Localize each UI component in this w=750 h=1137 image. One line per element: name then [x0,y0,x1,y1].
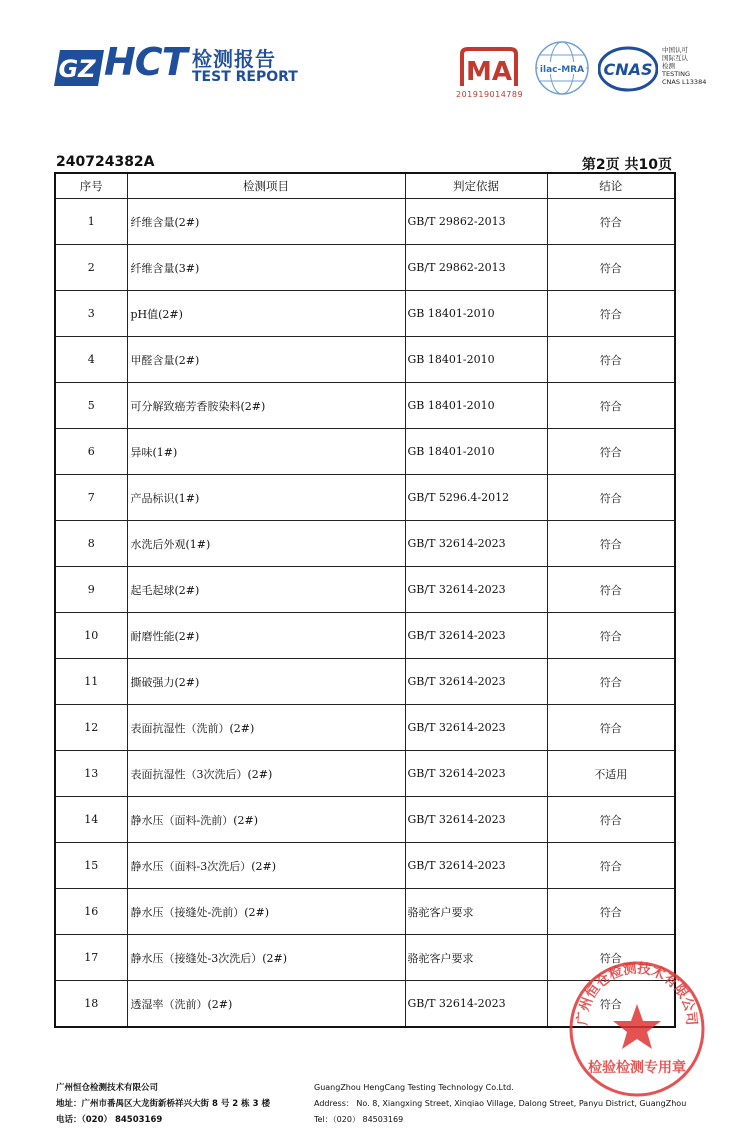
row-item: 起毛起球(2#) [127,567,405,613]
table-row [55,613,675,659]
row-basis: GB/T 32614-2023 [405,751,547,797]
row-item: 纤维含量(2#) [127,199,405,245]
report-meta [56,154,672,172]
table-row [55,843,675,889]
row-basis: 骆驼客户要求 [405,935,547,981]
row-result: 不适用 [547,751,675,797]
table-row [55,889,675,935]
header-result: 结论 [547,173,675,199]
row-basis: GB/T 32614-2023 [405,567,547,613]
row-number: 18 [55,981,127,1028]
row-basis: GB/T 32614-2023 [405,981,547,1028]
cnas-label: CNAS [603,60,653,79]
table-row [55,291,675,337]
table-row [55,521,675,567]
table-row [55,245,675,291]
row-item: 静水压（接缝处-洗前）(2#) [127,889,405,935]
row-basis: GB 18401-2010 [405,429,547,475]
row-number: 15 [55,843,127,889]
page-info: 第2页 共10页 [581,157,672,173]
ilac-label: ilac-MRA [539,65,585,75]
header-basis: 判定依据 [405,173,547,199]
table-row [55,705,675,751]
row-result: 符合 [547,705,675,751]
row-result: 符合 [547,889,675,935]
row-number: 11 [55,659,127,705]
row-item: 甲醛含量(2#) [127,337,405,383]
row-result: 符合 [547,383,675,429]
row-item: 异味(1#) [127,429,405,475]
row-result: 符合 [547,291,675,337]
row-number: 2 [55,245,127,291]
results-table [54,172,676,1028]
cnas-description: 中国认可 国际互认 检测 TESTING CNAS L13384 [662,46,707,86]
table-row [55,383,675,429]
table-row [55,797,675,843]
report-number: 240724382A [56,154,155,170]
row-item: 纤维含量(3#) [127,245,405,291]
row-number: 9 [55,567,127,613]
row-number: 10 [55,613,127,659]
row-number: 13 [55,751,127,797]
row-number: 16 [55,889,127,935]
footer-phone-en: Tel：（020） 84503169 [314,1115,404,1124]
footer-company-en: GuangZhou HengCang Testing Technology Co.Ltd. [314,1083,514,1092]
ilac-mra-icon [534,40,590,96]
header-seq: 序号 [55,173,127,199]
table-row [55,659,675,705]
footer-address-cn: 地址：广州市番禺区大龙街新桥祥兴大街 8 号 2 栋 3 楼 [56,1099,271,1109]
table-row [55,475,675,521]
table-row [55,199,675,245]
row-result: 符合 [547,843,675,889]
row-result: 符合 [547,567,675,613]
row-number: 7 [55,475,127,521]
seal-top-text: 广州恒仓检测技术有限公司 [574,960,700,1026]
row-number: 1 [55,199,127,245]
row-basis: GB/T 32614-2023 [405,705,547,751]
row-number: 4 [55,337,127,383]
row-result: 符合 [547,935,675,981]
footer-company-cn: 广州恒仓检测技术有限公司 [56,1083,159,1093]
row-result: 符合 [547,659,675,705]
row-result: 符合 [547,199,675,245]
row-basis: GB 18401-2010 [405,291,547,337]
logo-title-cn: 检测报告 [192,47,276,71]
row-basis: GB 18401-2010 [405,383,547,429]
row-basis: GB/T 32614-2023 [405,659,547,705]
footer-cn [56,1080,270,1128]
logo-mark: GZ [58,55,96,83]
row-item: pH值(2#) [127,291,405,337]
row-result: 符合 [547,429,675,475]
row-basis: GB/T 29862-2013 [405,245,547,291]
report-header [0,0,750,130]
row-item: 可分解致癌芳香胺染料(2#) [127,383,405,429]
table-row [55,429,675,475]
row-number: 5 [55,383,127,429]
ma-number: 201919014789 [456,90,524,99]
table-row [55,337,675,383]
row-result: 符合 [547,613,675,659]
row-number: 3 [55,291,127,337]
gz-logo-icon [54,50,104,86]
row-item: 静水压（面料-洗前）(2#) [127,797,405,843]
table-row [55,751,675,797]
row-item: 水洗后外观(1#) [127,521,405,567]
row-result: 符合 [547,797,675,843]
row-result: 符合 [547,981,675,1028]
row-item: 表面抗湿性（洗前）(2#) [127,705,405,751]
row-basis: GB/T 32614-2023 [405,521,547,567]
row-basis: GB/T 5296.4-2012 [405,475,547,521]
logo-brand: HCT [104,40,187,84]
official-seal-icon [568,960,706,1098]
row-item: 透湿率（洗前）(2#) [127,981,405,1028]
footer-en [314,1080,686,1128]
table-header-row [55,173,675,199]
row-basis: GB/T 32614-2023 [405,797,547,843]
row-item: 表面抗湿性（3次洗后）(2#) [127,751,405,797]
ma-certification-icon [456,46,522,90]
row-number: 6 [55,429,127,475]
ma-label: MA [466,57,512,87]
row-item: 产品标识(1#) [127,475,405,521]
row-result: 符合 [547,337,675,383]
seal-bottom-text: 检验检测专用章 [588,1060,686,1076]
row-item: 耐磨性能(2#) [127,613,405,659]
row-number: 8 [55,521,127,567]
logo-title-en: TEST REPORT [192,69,298,85]
row-item: 静水压（面料-3次洗后）(2#) [127,843,405,889]
cnas-icon [598,46,658,92]
table-row [55,567,675,613]
footer-phone-cn: 电话：（020） 84503169 [56,1115,163,1125]
row-basis: GB 18401-2010 [405,337,547,383]
row-item: 撕破强力(2#) [127,659,405,705]
row-basis: GB/T 32614-2023 [405,843,547,889]
row-basis: GB/T 29862-2013 [405,199,547,245]
row-number: 17 [55,935,127,981]
row-item: 静水压（接缝处-3次洗后）(2#) [127,935,405,981]
header-item: 检测项目 [127,173,405,199]
row-basis: GB/T 32614-2023 [405,613,547,659]
row-basis: 骆驼客户要求 [405,889,547,935]
row-result: 符合 [547,245,675,291]
row-result: 符合 [547,521,675,567]
footer-address-en: Address： No. 8, Xiangxing Street, Xinqiao Village, Dalong Street, Panyu District, GuangZhou [314,1099,687,1108]
row-number: 12 [55,705,127,751]
row-result: 符合 [547,475,675,521]
row-number: 14 [55,797,127,843]
